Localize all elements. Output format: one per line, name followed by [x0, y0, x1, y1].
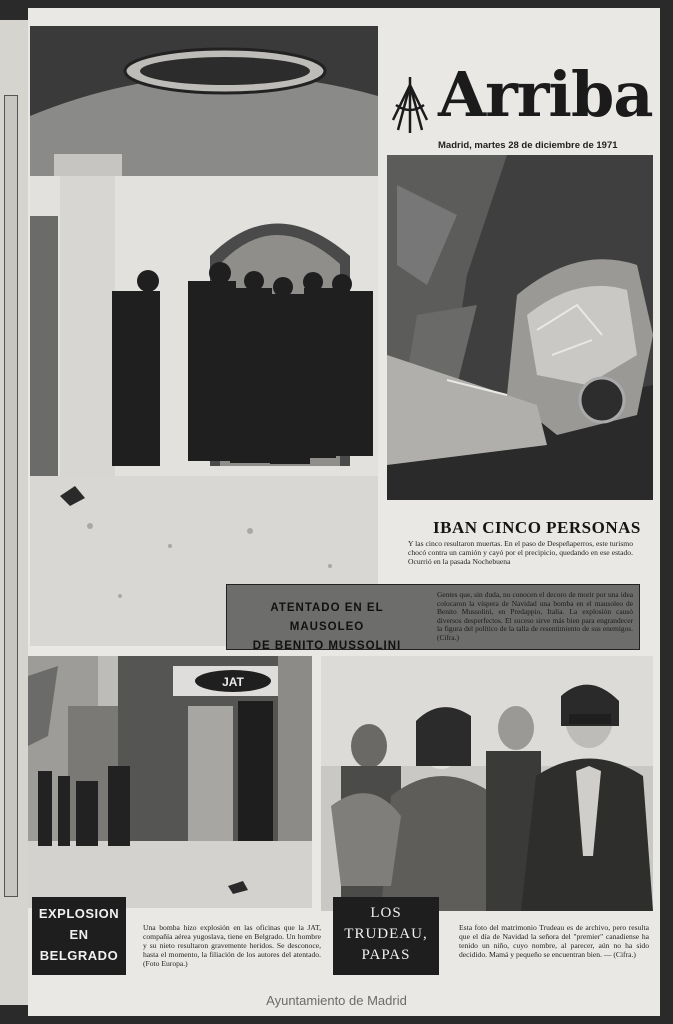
- belgrade-label: [32, 897, 126, 975]
- mausoleum-headline-line1: ATENTADO EN EL MAUSOLEO: [270, 602, 384, 633]
- accident-body: Y las cinco resultaron muertas. En el paso de Despeñaperros, este turismo chocó contra un camión y cayó por el precipicio, quedando en ese estado. Ocurrió en la pasada Nochebuena: [408, 539, 633, 566]
- trudeau-label-line2: TRUDEAU,: [344, 926, 428, 942]
- jat-sign: JAT: [222, 675, 244, 689]
- mausoleum-body: Gentes que, sin duda, no conocen el decoro de morir por una idea colocaron la víspera de Navidad una bomba en el mausoleo de Benito Mussolini, en Predappio, Italia. La explosión causó diversos desperfectos. El suceso sirve más bien para engrandecer la figura del político de la talla de resentimiento de sus enemigos. (Cifra.): [437, 590, 633, 642]
- left-page-edge: [0, 20, 30, 1005]
- masthead: [408, 58, 653, 155]
- mausoleum-headline: [233, 599, 421, 656]
- mausoleum-headline-line2: DE BENITO MUSSOLINI: [252, 640, 402, 652]
- mausoleum-photo: [30, 26, 378, 646]
- trudeau-label-line1: LOS: [370, 905, 402, 921]
- left-page-margin: [4, 95, 18, 897]
- belgrade-label-line1: EXPLOSION: [38, 906, 120, 921]
- yoke-and-arrows-logo: [390, 75, 430, 135]
- newspaper-page: [28, 8, 660, 1016]
- belgrade-label-line2: EN: [69, 927, 89, 942]
- trudeau-label: [333, 897, 439, 975]
- belgrade-label-line3: BELGRADO: [39, 948, 119, 963]
- footer-credit: Ayuntamiento de Madrid: [266, 993, 407, 1008]
- dateline: Madrid, martes 28 de diciembre de 1971: [438, 140, 618, 151]
- belgrade-body: Una bomba hizo explosión en las oficinas que la JAT, compañía aérea yugoslava, tiene en Belgrado. Un hombre y su nieto resultaron gravemente heridos. Se desconoce, hasta el momento, la filiación de los autores del atentado. (Foto Europa.): [143, 923, 321, 968]
- belgrade-photo: [28, 656, 312, 908]
- trudeau-label-line3: PAPAS: [361, 947, 411, 963]
- accident-headline: IBAN CINCO PERSONAS: [433, 518, 641, 537]
- newspaper-title: Arriba: [438, 58, 653, 131]
- car-wreck-photo: [387, 155, 653, 500]
- trudeau-body: Esta foto del matrimonio Trudeau es de archivo, pero resulta que el día de Navidad la señora del "premier" canadiense ha tenido un niño, cuyo nombre, al parecer, aún no ha sido decidido. Mamá y pequeño se encuentran bien. — (Cifra.): [459, 923, 649, 959]
- mausoleum-box: [226, 584, 640, 650]
- trudeau-photo: [321, 656, 653, 911]
